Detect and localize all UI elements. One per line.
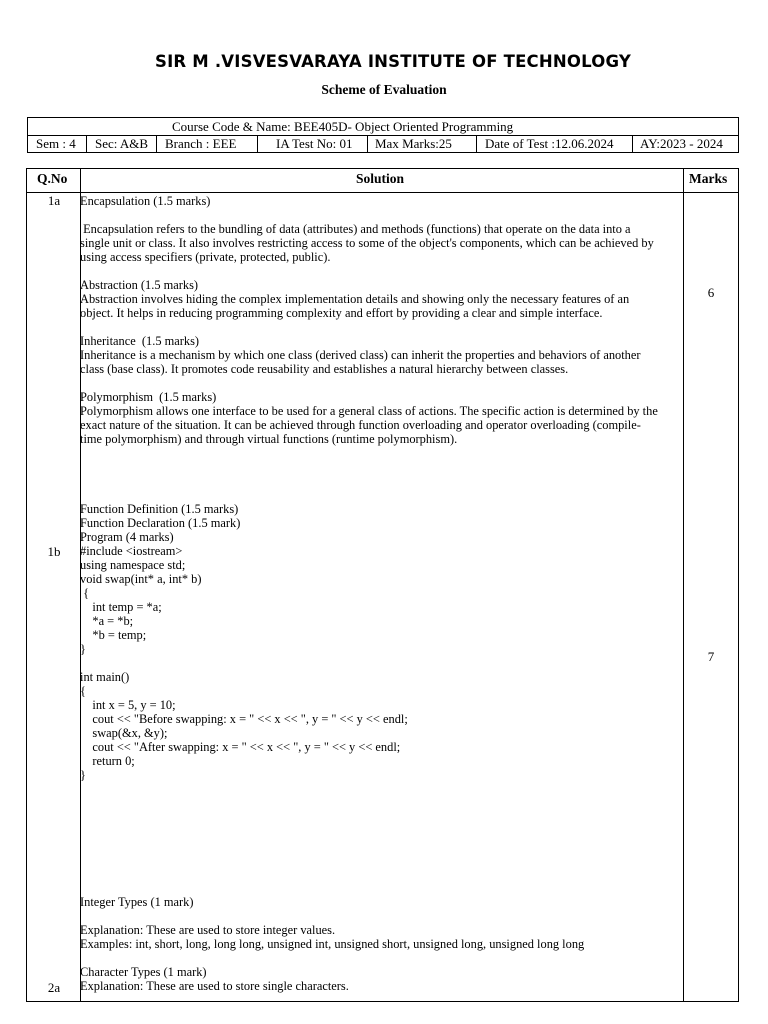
semester: Sem : 4 <box>36 136 76 151</box>
divider <box>632 136 633 152</box>
divider <box>257 136 258 152</box>
institute-title: SIR M .VISVESVARAYA INSTITUTE OF TECHNOLOGY <box>155 52 631 71</box>
section: Sec: A&B <box>95 136 149 151</box>
document-subtitle: Scheme of Evaluation <box>321 82 447 97</box>
divider <box>156 136 157 152</box>
course-name-row <box>28 118 738 136</box>
divider <box>367 136 368 152</box>
course-name: Course Code & Name: BEE405D- Object Oriented Programming <box>172 119 514 134</box>
question-number: 2a <box>47 980 61 995</box>
header-solution: Solution <box>356 171 405 186</box>
course-details-row <box>28 136 738 152</box>
ia-test-number: IA Test No: 01 <box>276 136 353 151</box>
marks-value: 6 <box>707 285 715 300</box>
course-info-box <box>27 117 739 153</box>
solution-text: Integer Types (1 mark) Explanation: These are used to store integer values. Examples: int, short, long, long long, unsigned int, unsigned short, unsigned long, unsigned long long Character Types (1 mark) Explanation: These are used to store single characters. <box>80 895 585 993</box>
header-marks: Marks <box>689 171 728 186</box>
header-divider <box>27 192 738 193</box>
divider <box>476 136 477 152</box>
solution-text: Function Definition (1.5 marks) Function Declaration (1.5 mark) Program (4 marks) #include <iostream> using namespace std; void swap(int* a, int* b) { int temp = *a; *a = *b; *b = temp; } int main() { int x = 5, y = 10; cout << "Before swapping: x = " << x << ", y = " << y << endl; swap(&x, &y); cout << "After swapping: x = " << x << ", y = " << y << endl; return 0; } <box>80 502 408 782</box>
academic-year: AY:2023 - 2024 <box>640 136 723 151</box>
marks-value: 7 <box>707 649 715 664</box>
branch: Branch : EEE <box>165 136 237 151</box>
question-number: 1a <box>47 193 61 208</box>
evaluation-table <box>26 168 739 1002</box>
date-of-test: Date of Test :12.06.2024 <box>485 136 614 151</box>
solution-text: Encapsulation (1.5 marks) Encapsulation refers to the bundling of data (attributes) and methods (functions) that operate on the data into a single unit or class. It also involves restricting access to some of the object's components, which can be achieved by using access specifiers (private, protected, public). Abstraction (1.5 marks) Abstraction involves hiding the complex implementation details and showing only the necessary features of an object. It helps in reducing programming complexity and effort by providing a clear and simple interface. Inheritance (1.5 marks) Inheritance is a mechanism by which one class (derived class) can inherit the properties and behaviors of another class (base class). It promotes code reusability and establishes a natural hierarchy between classes. Polymorphism (1.5 marks) Polymorphism allows one interface to be used for a general class of actions. The specific action is determined by the exact nature of the situation. It can be achieved through function overloading and operator overloading (compile- time polymorphism) and through virtual functions (runtime polymorphism). <box>80 194 658 446</box>
header-qno: Q.No <box>37 171 68 186</box>
max-marks: Max Marks:25 <box>375 136 452 151</box>
divider <box>86 136 87 152</box>
question-number: 1b <box>47 544 61 559</box>
